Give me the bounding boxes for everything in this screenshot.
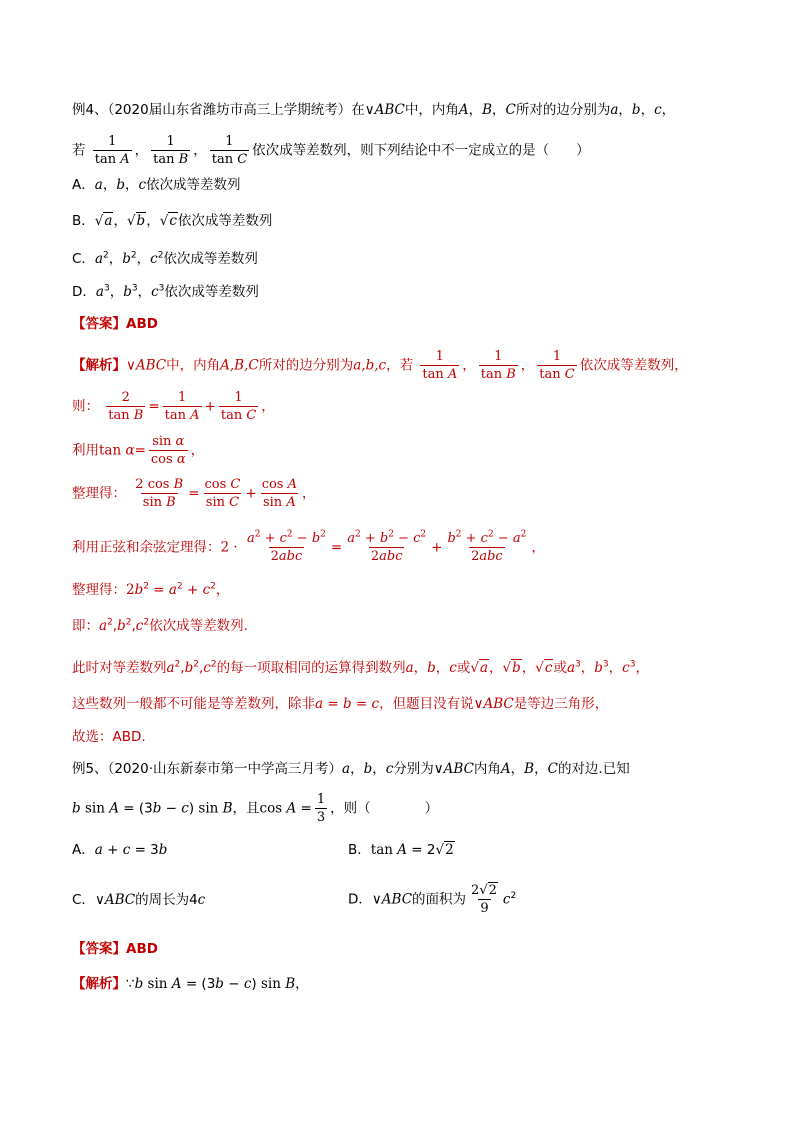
ex4-intro-line: 例4、（2020届山东省潍坊市高三上学期统考）在∨ABC中，内角A，B，C所对的边分别为a，b，c， (72, 102, 676, 118)
ex4-analysis-line4: 整理得： $\frac{\text{2 cos B}}{\text{sin B}}$ = $\frac{\text{cos C}}{\text{sin C}}$ + $\frac{\text{cos A}}{\text{sin A}}$ ， (72, 477, 316, 510)
ex4-analysis-line6: 整理得：$2b^2 = a^2 + c^2$， (72, 581, 230, 598)
ex4-note-line1: 此时对等差数列$a^2,b^2,c^2$的每一项取相同的运算得到数列a，b，c或√a，√b，√c或$a^3$，$b^3$，$c^3$， (72, 659, 649, 676)
ex4-analysis-line7: 即：$a^2,b^2,c^2$依次成等差数列. (72, 617, 248, 634)
ex5-option-c: C．∨ABC的周长为4c (72, 892, 206, 908)
ex5-intro-line: 例5、（2020·山东新泰市第一中学高三月考）a，b，c分别为∨ABC内角A，B，C的对边.已知 (72, 761, 630, 777)
ex4-answer: 【答案】ABD (72, 316, 158, 332)
ex5-option-a: A．a + c = 3b (72, 842, 168, 858)
ex4-option-d: D．$a^3$，$b^3$，$c^3$依次成等差数列 (72, 283, 259, 300)
ex4-option-b: B．√a，√b，√c依次成等差数列 (72, 213, 273, 229)
ex4-option-c: C．$a^2$，$b^2$，$c^2$依次成等差数列 (72, 250, 258, 267)
ex5-answer: 【答案】ABD (72, 941, 158, 957)
ex5-option-d: D．∨ABC的面积为 $\frac{2√2}{9}$ $c^2$ (348, 883, 517, 916)
ex5-analysis-line1: 【解析】∵b sin A = (3b − c) sin B， (72, 976, 309, 992)
ex5-condition-line: b sin A = (3b − c) sin B，且cos A = $\frac{1}{3}$ ，则（ ） (72, 792, 439, 825)
ex4-condition-line: 若 $\frac{1}{\text{tan A}}$ ， $\frac{1}{\text{tan B}}$ ， $\frac{1}{\text{tan C}}$ 依次成等差数列，则下列结论中不一定成立的是（ ） (72, 134, 590, 167)
ex4-analysis-line5: 利用正弦和余弦定理得：2 · $\frac{a^2 + c^2 - b^2}{\text{2abc}}$ = $\frac{a^2 + b^2 - c^2}{\text{2abc}}$ + $\frac{b^2 + c^2 - a^2}{\text{2abc}}$ ， (72, 529, 545, 564)
ex4-analysis-line1: 【解析】∨ABC中，内角A,B,C所对的边分别为a,b,c，若 $\frac{1}{\text{tan A}}$ ， $\frac{1}{\text{tan B}}$ ， $\frac{1}{\text{tan C}}$ 依次成等差数列， (72, 349, 688, 382)
ex4-note-line2: 这些数列一般都不可能是等差数列，除非a = b = c，但题目没有说∨ABC是等边三角形， (72, 696, 609, 712)
ex5-option-b: B．tan A = 2√2 (348, 842, 454, 858)
ex4-analysis-line2: 则： $\frac{2}{\text{tan B}}$ = $\frac{1}{\text{tan A}}$ + $\frac{1}{\text{tan C}}$ ， (72, 390, 275, 423)
ex4-choose: 故选：ABD. (72, 729, 146, 745)
ex4-option-a: A．a，b，c依次成等差数列 (72, 177, 241, 193)
ex4-analysis-line3: 利用tan α= $\frac{\text{sin α}}{\text{cos α}}$ ， (72, 434, 205, 467)
